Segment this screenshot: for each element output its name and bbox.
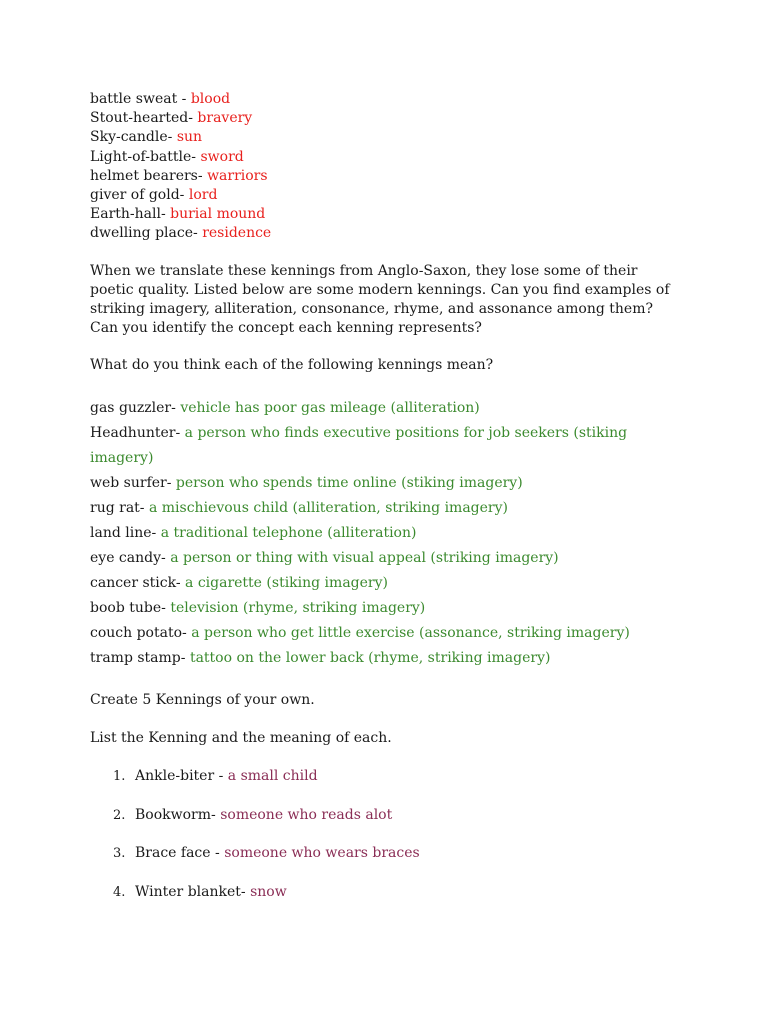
kenning-term: Brace face - bbox=[135, 845, 220, 862]
kenning-meaning: warriors bbox=[207, 167, 268, 184]
intro-paragraph bbox=[90, 262, 690, 339]
kenning-meaning: lord bbox=[188, 187, 218, 204]
kenning-term: rug rat- bbox=[90, 499, 145, 516]
paragraph-line: striking imagery, alliteration, consonance, rhyme, and assonance among them? bbox=[90, 301, 653, 318]
list-item bbox=[90, 224, 690, 243]
own-kennings-list bbox=[90, 767, 690, 902]
list-item bbox=[90, 596, 690, 621]
kenning-term: gas guzzler- bbox=[90, 399, 176, 416]
kenning-meaning: imagery) bbox=[90, 449, 154, 466]
kenning-term: land line- bbox=[90, 524, 157, 541]
list-instruction: List the Kenning and the meaning of each. bbox=[90, 729, 392, 746]
kenning-term: couch potato- bbox=[90, 624, 187, 641]
kenning-meaning: a person or thing with visual appeal (striking imagery) bbox=[170, 549, 559, 566]
list-item bbox=[90, 421, 690, 446]
kenning-term: Stout-hearted- bbox=[90, 110, 193, 127]
list-item bbox=[90, 205, 690, 224]
kenning-meaning: someone who reads alot bbox=[220, 806, 393, 823]
list-item bbox=[90, 521, 690, 546]
old-kennings-list bbox=[90, 90, 690, 244]
kenning-meaning: a person who get little exercise (assonance, striking imagery) bbox=[191, 624, 630, 641]
list-item bbox=[90, 471, 690, 496]
list-number: 4. bbox=[113, 884, 126, 900]
kenning-term: Earth-hall- bbox=[90, 206, 166, 223]
create-instruction: Create 5 Kennings of your own. bbox=[90, 691, 315, 708]
list-item-continuation bbox=[90, 446, 690, 471]
kenning-meaning: a person who finds executive positions for job seekers (stiking bbox=[184, 424, 628, 441]
list-item bbox=[90, 571, 690, 596]
kenning-term: boob tube- bbox=[90, 599, 166, 616]
kenning-meaning: a cigarette (stiking imagery) bbox=[185, 574, 388, 591]
kenning-meaning: a traditional telephone (alliteration) bbox=[160, 524, 417, 541]
list-item bbox=[90, 109, 690, 128]
kenning-term: Light-of-battle- bbox=[90, 148, 197, 165]
list-item bbox=[90, 806, 690, 825]
list-item bbox=[90, 646, 690, 671]
list-item bbox=[90, 396, 690, 421]
list-item bbox=[90, 128, 690, 147]
paragraph-line: poetic quality. Listed below are some modern kennings. Can you find examples of bbox=[90, 281, 670, 298]
kenning-term: web surfer- bbox=[90, 474, 172, 491]
paragraph-line: Can you identify the concept each kenning represents? bbox=[90, 320, 482, 337]
kenning-term: cancer stick- bbox=[90, 574, 181, 591]
paragraph-line: When we translate these kennings from Anglo-Saxon, they lose some of their bbox=[90, 262, 638, 279]
kenning-term: Sky-candle- bbox=[90, 129, 173, 146]
kenning-meaning: tattoo on the lower back (rhyme, striking imagery) bbox=[189, 649, 551, 666]
kenning-term: Winter blanket- bbox=[135, 883, 246, 900]
kenning-meaning: residence bbox=[202, 225, 272, 242]
kenning-meaning: snow bbox=[250, 883, 287, 900]
list-number: 1. bbox=[113, 769, 126, 785]
modern-kennings-list bbox=[90, 396, 690, 671]
kenning-meaning: sun bbox=[176, 129, 203, 146]
kenning-meaning: burial mound bbox=[170, 206, 266, 223]
kenning-term: helmet bearers- bbox=[90, 167, 203, 184]
kenning-meaning: someone who wears braces bbox=[224, 845, 420, 862]
document-page bbox=[90, 90, 690, 921]
kenning-meaning: person who spends time online (stiking imagery) bbox=[175, 474, 523, 491]
kenning-meaning: sword bbox=[200, 148, 244, 165]
list-item bbox=[90, 621, 690, 646]
kenning-meaning: vehicle has poor gas mileage (alliteration) bbox=[180, 399, 480, 416]
list-item bbox=[90, 496, 690, 521]
kenning-term: Headhunter- bbox=[90, 424, 181, 441]
list-item bbox=[90, 546, 690, 571]
list-item bbox=[90, 767, 690, 786]
kenning-term: Ankle-biter - bbox=[135, 768, 224, 785]
kenning-term: dwelling place- bbox=[90, 225, 198, 242]
list-number: 2. bbox=[113, 807, 126, 823]
kenning-meaning: television (rhyme, striking imagery) bbox=[170, 599, 426, 616]
kenning-meaning: blood bbox=[190, 91, 231, 107]
list-item bbox=[90, 148, 690, 167]
kenning-term: Bookworm- bbox=[135, 806, 216, 823]
kenning-meaning: a mischievous child (alliteration, striking imagery) bbox=[148, 499, 508, 516]
kenning-term: battle sweat - bbox=[90, 91, 187, 107]
list-item bbox=[90, 90, 690, 109]
list-item bbox=[90, 844, 690, 863]
list-item bbox=[90, 167, 690, 186]
list-item bbox=[90, 186, 690, 205]
kenning-term: tramp stamp- bbox=[90, 649, 186, 666]
question-text: What do you think each of the following kennings mean? bbox=[90, 357, 494, 374]
kenning-meaning: a small child bbox=[227, 768, 318, 785]
kenning-term: giver of gold- bbox=[90, 187, 185, 204]
list-item bbox=[90, 883, 690, 902]
kenning-meaning: bravery bbox=[197, 110, 253, 127]
list-number: 3. bbox=[113, 846, 126, 862]
kenning-term: eye candy- bbox=[90, 549, 166, 566]
